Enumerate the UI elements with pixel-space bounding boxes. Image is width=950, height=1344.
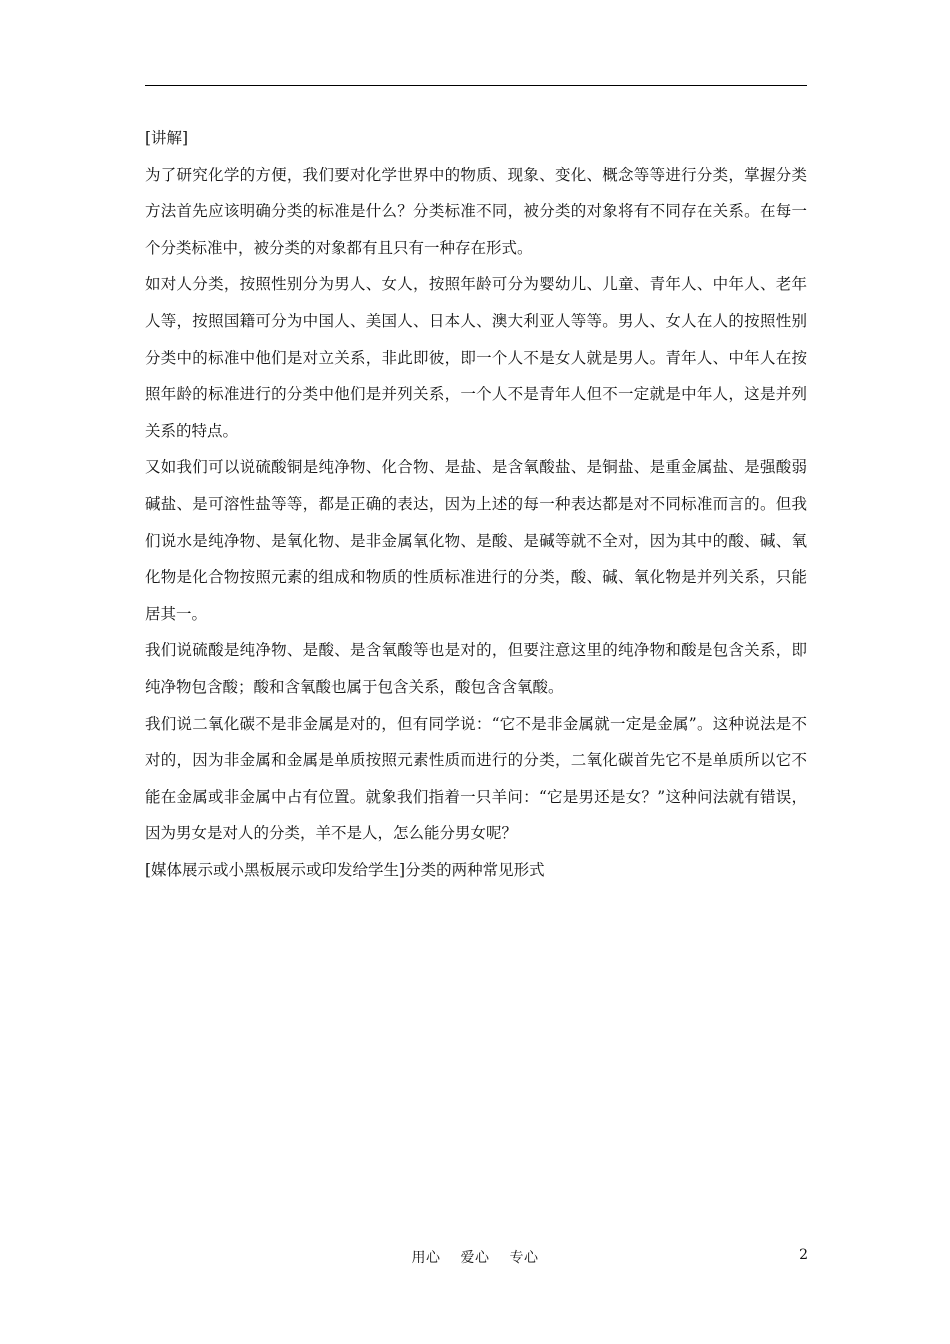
document-body: [145, 120, 807, 888]
footer-motto-word: 爱心: [460, 1250, 490, 1266]
paragraph-sulfuric-acid-example: 我们说硫酸是纯净物、是酸、是含氧酸等也是对的，但要注意这里的纯净物和酸是包含关系，即纯净物包含酸；酸和含氧酸也属于包含关系，酸包含含氧酸。: [145, 641, 807, 696]
paragraph-classification-intro: 为了研究化学的方便，我们要对化学世界中的物质、现象、变化、概念等等进行分类，掌握分类方法首先应该明确分类的标准是什么？分类标准不同，被分类的对象将有不同存在关系。在每一个分类标准中，被分类的对象都有且只有一种存在形式。: [145, 165, 807, 257]
paragraph-people-example: 如对人分类，按照性别分为男人、女人，按照年龄可分为婴幼儿、儿童、青年人、中年人、老年人等，按照国籍可分为中国人、美国人、日本人、澳大利亚人等等。男人、女人在人的按照性别分类中的标准中他们是对立关系，非此即彼，即一个人不是女人就是男人。青年人、中年人在按照年龄的标准进行的分类中他们是并列关系，一个人不是青年人但不一定就是中年人，这是并列关系的特点。: [145, 275, 807, 440]
footer-motto-word: 用心: [411, 1250, 441, 1266]
paragraph-lecture-label: [讲解]: [145, 129, 189, 147]
paragraph-media-display: [媒体展示或小黑板展示或印发给学生]分类的两种常见形式: [145, 860, 545, 879]
paragraph-copper-sulfate-example: 又如我们可以说硫酸铜是纯净物、化合物、是盐、是含氧酸盐、是铜盐、是重金属盐、是强酸弱碱盐、是可溶性盐等等，都是正确的表达，因为上述的每一种表达都是对不同标准而言的。但我们说水是纯净物、是氧化物、是非金属氧化物、是酸、是碱等就不全对，因为其中的酸、碱、氧化物是化合物按照元素的组成和物质的性质标准进行的分类，酸、碱、氧化物是并列关系，只能居其一。: [145, 458, 807, 623]
header-rule: [145, 85, 807, 86]
page-number: 2: [799, 1247, 808, 1263]
paragraph-carbon-dioxide-example: 我们说二氧化碳不是非金属是对的，但有同学说：“它不是非金属就一定是金属”。这种说法是不对的，因为非金属和金属是单质按照元素性质而进行的分类，二氧化碳首先它不是单质所以它不能在金属或非金属中占有位置。就象我们指着一只羊问：“它是男还是女？”这种问法就有错误，因为男女是对人的分类，羊不是人，怎么能分男女呢？: [145, 714, 807, 843]
footer-motto-word: 专心: [509, 1250, 539, 1266]
